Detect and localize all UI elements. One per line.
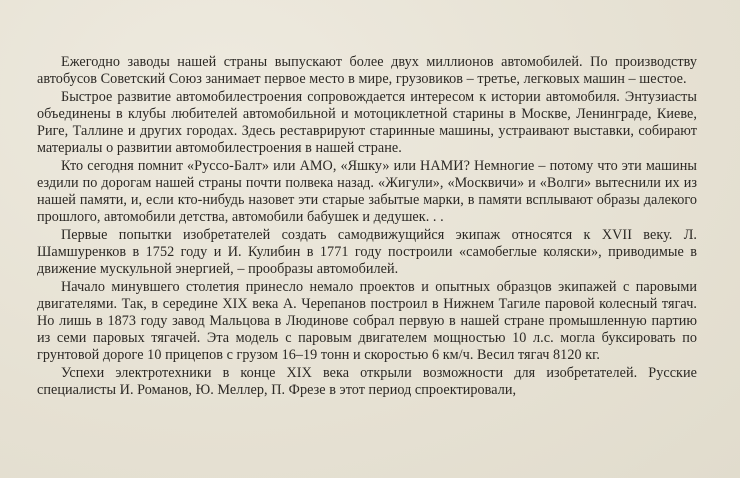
paragraph-first-attempts: Первые попытки изобретателей создать самодвижущийся экипаж относятся к XVII веку. Л. Шамшуренков в 1752 году и И. Кулибин в 1771 году построили «самобеглые коляски», приводимые в движение мускульной энергией, – прообразы автомобилей. [37, 226, 697, 277]
paragraph-steam: Начало минувшего столетия принесло немало проектов и опытных образцов экипажей с паровыми двигателями. Так, в середине XIX века А. Черепанов построил в Нижнем Тагиле паровой колесный тягач. Но лишь в 1873 году завод Мальцова в Людинове собрал первую в нашей стране промышленную партию из семи паровых тягачей. Эта модель с паровым двигателем мощностью 10 л.с. могла буксировать по грунтовой дороге 10 прицепов с грузом 16–19 тонн и скоростью 6 км/ч. Весил тягач 8120 кг. [37, 278, 697, 363]
document-page [37, 54, 697, 399]
paragraph-old-brands: Кто сегодня помнит «Руссо-Балт» или АМО, «Яшку» или НАМИ? Немногие – потому что эти машины ездили по дорогам нашей страны почти полвека назад. «Жигули», «Москвичи» и «Волги» вытеснили их из нашей памяти, и, если кто-нибудь назовет эти старые забытые марки, в памяти всплывают образы далекого прошлого, автомобили детства, автомобили бабушек и дедушек. . . [37, 157, 697, 226]
paragraph-clubs: Быстрое развитие автомобилестроения сопровождается интересом к истории автомобиля. Энтузиасты объединены в клубы любителей автомобильной и мотоциклетной старины в Москве, Ленинграде, Киеве, Риге, Таллине и других городах. Здесь реставрируют старинные машины, устраивают выставки, собирают материалы о развитии автомобилестроения в нашей стране. [37, 88, 697, 157]
paragraph-electric: Успехи электротехники в конце XIX века открыли возможности для изобретателей. Русские специалисты И. Романов, Ю. Меллер, П. Фрезе в этот период спроектировали, [37, 364, 697, 398]
paragraph-intro: Ежегодно заводы нашей страны выпускают более двух миллионов автомобилей. По производству автобусов Советский Союз занимает первое место в мире, грузовиков – третье, легковых машин – шестое. [37, 54, 697, 88]
